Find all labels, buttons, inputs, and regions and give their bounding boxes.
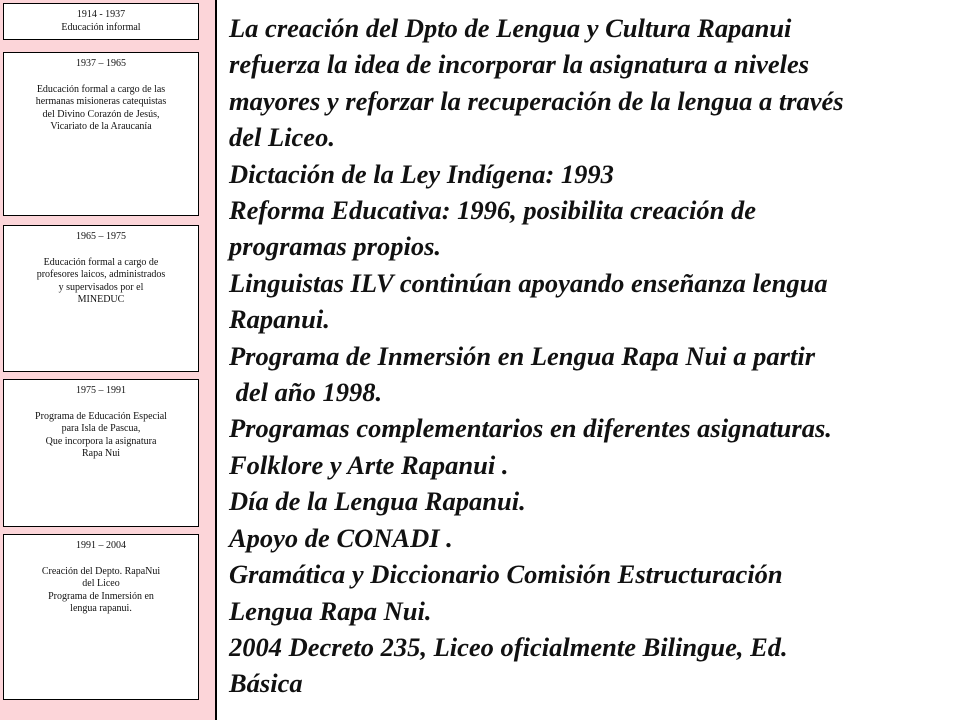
main-text-line: mayores y reforzar la recuperación de la lengua a través (229, 85, 844, 116)
main-text-line: Programa de Inmersión en Lengua Rapa Nui a partir (229, 340, 816, 371)
timeline-description (4, 566, 198, 616)
timeline-description-line: MINEDUC (77, 294, 125, 306)
timeline-period: 1991 – 2004 (76, 540, 126, 551)
main-text-line: 2004 Decreto 235, Liceo oficialmente Bilingue, Ed. (229, 631, 788, 662)
timeline-box-1991-2004 (3, 534, 199, 700)
timeline-description-line: para Isla de Pascua, (61, 423, 141, 435)
main-text-line: refuerza la idea de incorporar la asignatura a niveles (229, 49, 810, 80)
main-text-line: Lengua Rapa Nui. (229, 595, 432, 626)
main-content-panel (215, 0, 960, 720)
timeline-description (4, 257, 198, 307)
timeline-description (4, 22, 198, 35)
main-text-line: Rapanui. (229, 304, 330, 335)
timeline-description-line: Que incorpora la asignatura (45, 435, 157, 447)
timeline-period: 1914 - 1937 (76, 9, 126, 20)
main-text-line: programas propios. (229, 231, 442, 262)
timeline-description-line: Educación formal a cargo de (43, 256, 159, 268)
timeline-description-line: Creación del Depto. RapaNui (41, 565, 161, 577)
main-text-line: Programas complementarios en diferentes asignaturas. (229, 413, 832, 444)
main-text-line: Básica (229, 668, 303, 699)
main-text-line: La creación del Dpto de Lengua y Cultura Rapanui (229, 13, 792, 43)
timeline-description-line: Vicariato de la Araucanía (50, 121, 152, 133)
timeline-description-line: Rapa Nui (81, 448, 121, 460)
main-text-block (229, 10, 960, 702)
main-text-line: Linguistas ILV continúan apoyando enseñanza lengua (229, 267, 828, 298)
main-text-line: Día de la Lengua Rapanui. (229, 486, 526, 517)
timeline-description-line: Programa de Inmersión en (48, 590, 154, 602)
timeline-period: 1937 – 1965 (76, 58, 126, 69)
timeline-description-line: y supervisados por el (58, 281, 144, 293)
timeline-description-line: del Divino Corazón de Jesús, (42, 108, 160, 120)
main-text-line: Folklore y Arte Rapanui . (229, 449, 509, 480)
main-text-line: Reforma Educativa: 1996, posibilita creación de (229, 195, 757, 226)
main-text-line: del año 1998. (229, 377, 383, 408)
timeline-box-1937-1965 (3, 52, 199, 216)
timeline-period: 1965 – 1975 (76, 231, 126, 242)
timeline-description-line: del Liceo (82, 578, 120, 590)
timeline-box-1975-1991 (3, 379, 199, 527)
timeline-description-line: lengua rapanui. (70, 603, 132, 615)
timeline-box-1965-1975 (3, 225, 199, 372)
main-text-line: Apoyo de CONADI . (229, 522, 453, 553)
timeline-description-line: profesores laicos, administrados (36, 269, 166, 281)
timeline-box-1914-1937 (3, 3, 199, 40)
timeline-panel (0, 0, 215, 720)
timeline-description-line: hermanas misioneras catequistas (35, 96, 167, 108)
timeline-description (4, 84, 198, 134)
timeline-description (4, 411, 198, 461)
timeline-description-line: Educación formal a cargo de las (36, 83, 166, 95)
main-text-line: Dictación de la Ley Indígena: 1993 (229, 158, 614, 189)
timeline-description-line: Programa de Educación Especial (35, 410, 167, 422)
main-text-line: del Liceo. (229, 122, 335, 153)
timeline-period: 1975 – 1991 (76, 385, 126, 396)
main-text-line: Gramática y Diccionario Comisión Estructuración (229, 559, 783, 590)
timeline-description-line: Educación informal (61, 21, 141, 33)
